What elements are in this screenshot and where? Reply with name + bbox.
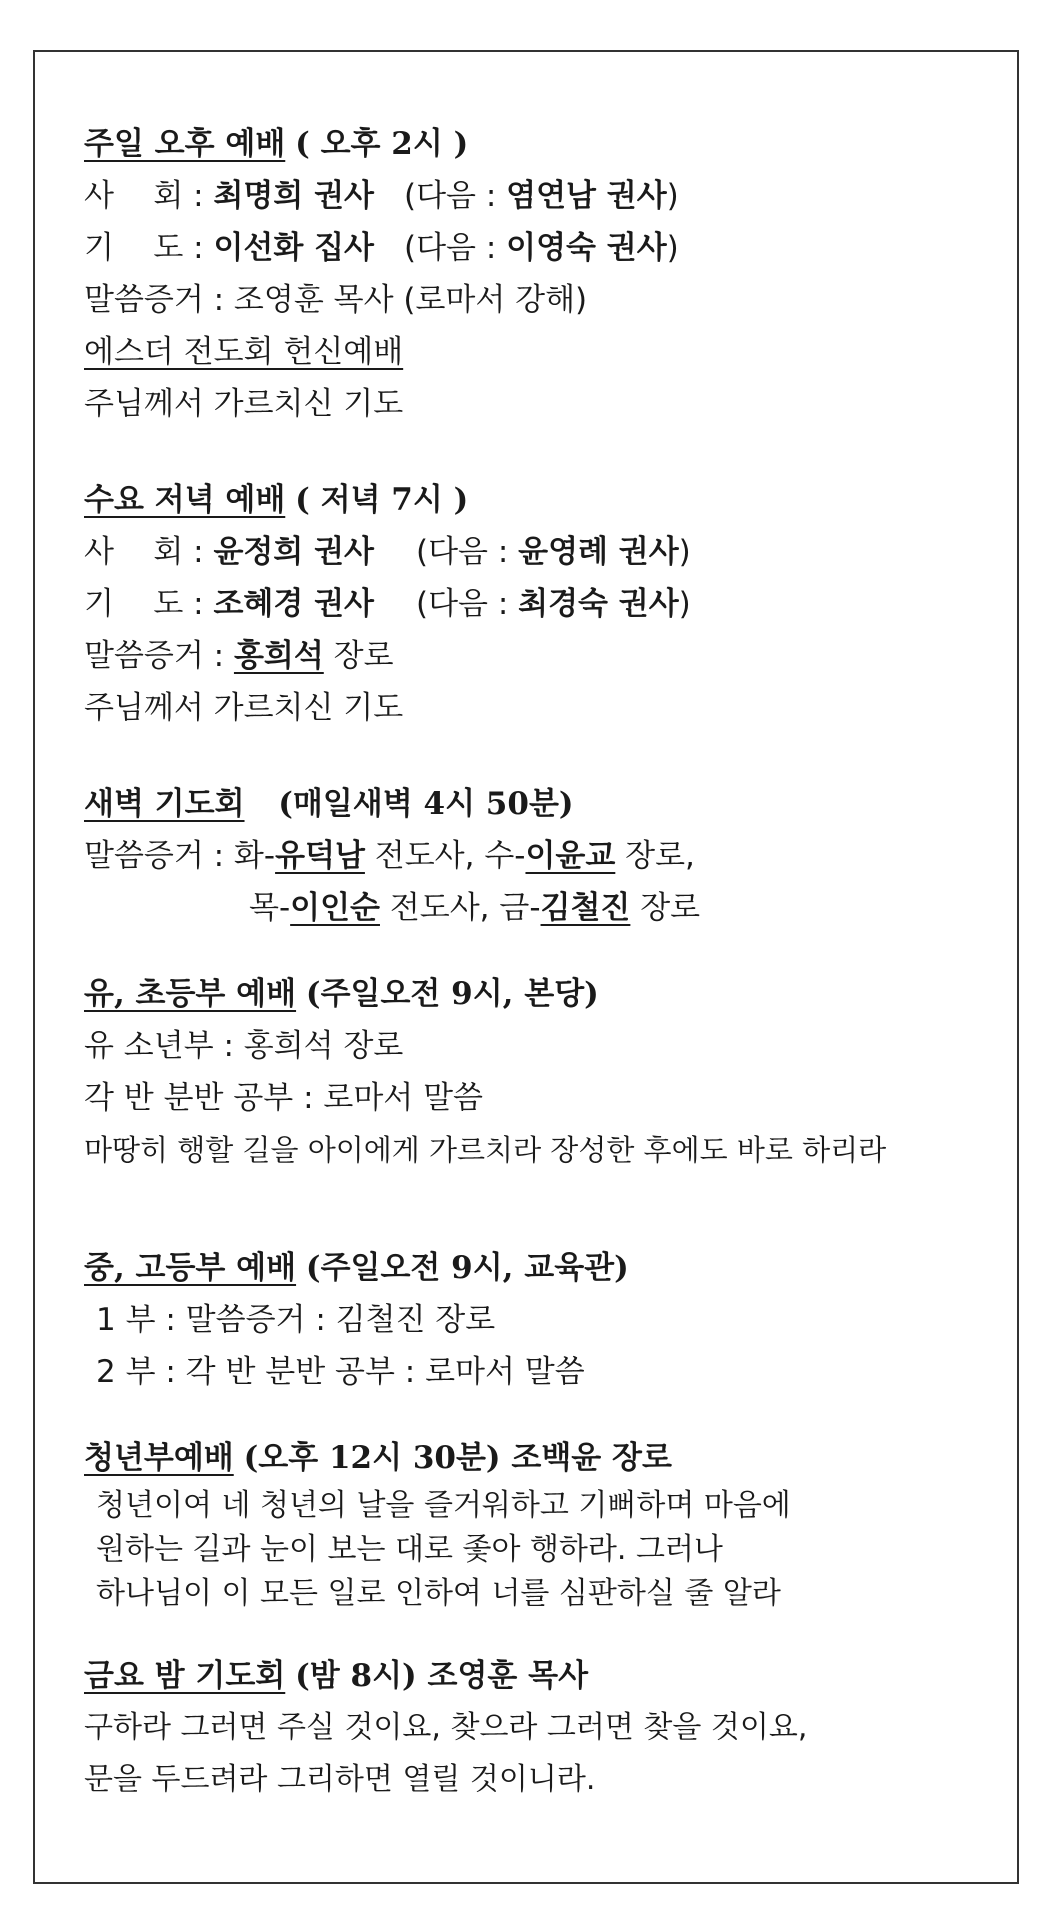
section-youth-heading — [84, 1242, 984, 1294]
row-label: 말씀증거 : — [84, 638, 234, 674]
next-label: (다음 : — [416, 534, 519, 570]
preacher-title: 장로 — [323, 638, 394, 674]
section-young-adult-heading — [84, 1432, 984, 1484]
prayer-name: 이선화 집사 — [213, 230, 374, 266]
row-text: 장로 — [630, 890, 701, 926]
section-title: 중, 고등부 예배 — [84, 1250, 297, 1286]
row-text: 전도사, 금- — [379, 890, 541, 926]
section-dawn-prayer-heading — [84, 778, 984, 830]
verse-row: 마땅히 행할 길을 아이에게 가르치라 장성한 후에도 바로 하리라 — [84, 1133, 887, 1167]
prayer-row — [84, 578, 984, 630]
prayer-name: 조혜경 권사 — [213, 586, 374, 622]
sermon-row — [84, 630, 984, 682]
section-title: 주일 오후 예배 — [84, 126, 286, 162]
row-label: 말씀증거 : 화- — [84, 838, 276, 874]
class-study-row: 각 반 분반 공부 : 로마서 말씀 — [84, 1080, 483, 1116]
section-title: 새벽 기도회 — [84, 786, 245, 822]
leader-row — [84, 170, 984, 222]
leader-name: 윤정희 권사 — [213, 534, 374, 570]
section-time: (오후 12시 30분) 조백윤 장로 — [243, 1440, 672, 1476]
preacher-name: 이윤교 — [525, 838, 616, 874]
sermon-row: 말씀증거 : 조영훈 목사 (로마서 강해) — [84, 282, 588, 318]
section-title: 유, 초등부 예배 — [84, 976, 297, 1012]
section-title: 금요 밤 기도회 — [84, 1658, 286, 1694]
next-prayer-name: 이영숙 권사 — [506, 230, 667, 266]
section-friday-prayer-heading — [84, 1650, 984, 1702]
section-time: (매일새벽 4시 50분) — [278, 786, 574, 822]
lords-prayer-row: 주님께서 가르치신 기도 — [84, 690, 404, 726]
next-close: ) — [666, 178, 679, 214]
special-service-row — [84, 326, 984, 378]
youth-part2-row: 2 부 : 각 반 분반 공부 : 로마서 말씀 — [96, 1354, 585, 1390]
next-close: ) — [666, 230, 679, 266]
dawn-preachers-row-2 — [84, 882, 984, 934]
row-label: 기 도 : — [84, 230, 214, 266]
row-label: 사 회 : — [84, 178, 214, 214]
section-time: ( 저녁 7시 ) — [295, 482, 469, 518]
verse-line-1: 구하라 그러면 주실 것이요, 찾으라 그러면 찾을 것이요, — [84, 1710, 808, 1745]
verse-line-1: 청년이여 네 청년의 날을 즐거워하고 기뻐하며 마음에 — [96, 1488, 791, 1523]
next-label: (다음 : — [416, 586, 519, 622]
next-leader-name: 염연남 권사 — [506, 178, 667, 214]
next-label: (다음 : — [404, 230, 507, 266]
children-leader-row: 유 소년부 : 홍희석 장로 — [84, 1028, 404, 1064]
section-title: 수요 저녁 예배 — [84, 482, 286, 518]
row-label: 사 회 : — [84, 534, 214, 570]
next-close: ) — [678, 534, 691, 570]
leader-row — [84, 526, 984, 578]
section-time: (주일오전 9시, 본당) — [305, 976, 599, 1012]
section-time: ( 오후 2시 ) — [295, 126, 469, 162]
verse-line-2: 문을 두드려라 그리하면 열릴 것이니라. — [84, 1762, 596, 1797]
section-time: (밤 8시) 조영훈 목사 — [295, 1658, 589, 1694]
preacher-name: 유덕남 — [275, 838, 365, 874]
prayer-row — [84, 222, 984, 274]
section-sunday-afternoon-heading — [84, 118, 984, 170]
section-time: (주일오전 9시, 교육관) — [305, 1250, 629, 1286]
row-text: 전도사, 수- — [364, 838, 526, 874]
verse-line-3: 하나님이 이 모든 일로 인하여 너를 심판하실 줄 알라 — [96, 1576, 781, 1611]
row-text: 장로, — [615, 838, 695, 874]
next-prayer-name: 최경숙 권사 — [518, 586, 679, 622]
preacher-name: 김철진 — [540, 890, 631, 926]
leader-name: 최명희 권사 — [213, 178, 374, 214]
section-children-heading — [84, 968, 984, 1020]
next-label: (다음 : — [404, 178, 507, 214]
preacher-name: 이인순 — [290, 890, 380, 926]
row-label: 기 도 : — [84, 586, 214, 622]
verse-line-2: 원하는 길과 눈이 보는 대로 좇아 행하라. 그러나 — [96, 1532, 723, 1567]
bulletin-content — [84, 118, 984, 1806]
next-leader-name: 윤영례 권사 — [518, 534, 679, 570]
row-text: 목- — [249, 890, 291, 926]
dawn-preachers-row-1 — [84, 830, 984, 882]
next-close: ) — [678, 586, 691, 622]
youth-part1-row: 1 부 : 말씀증거 : 김철진 장로 — [96, 1302, 496, 1338]
special-service: 에스더 전도회 헌신예배 — [84, 334, 404, 370]
lords-prayer-row: 주님께서 가르치신 기도 — [84, 386, 404, 422]
section-wednesday-evening-heading — [84, 474, 984, 526]
preacher-name: 홍희석 — [233, 638, 324, 674]
section-title: 청년부예배 — [84, 1440, 234, 1476]
